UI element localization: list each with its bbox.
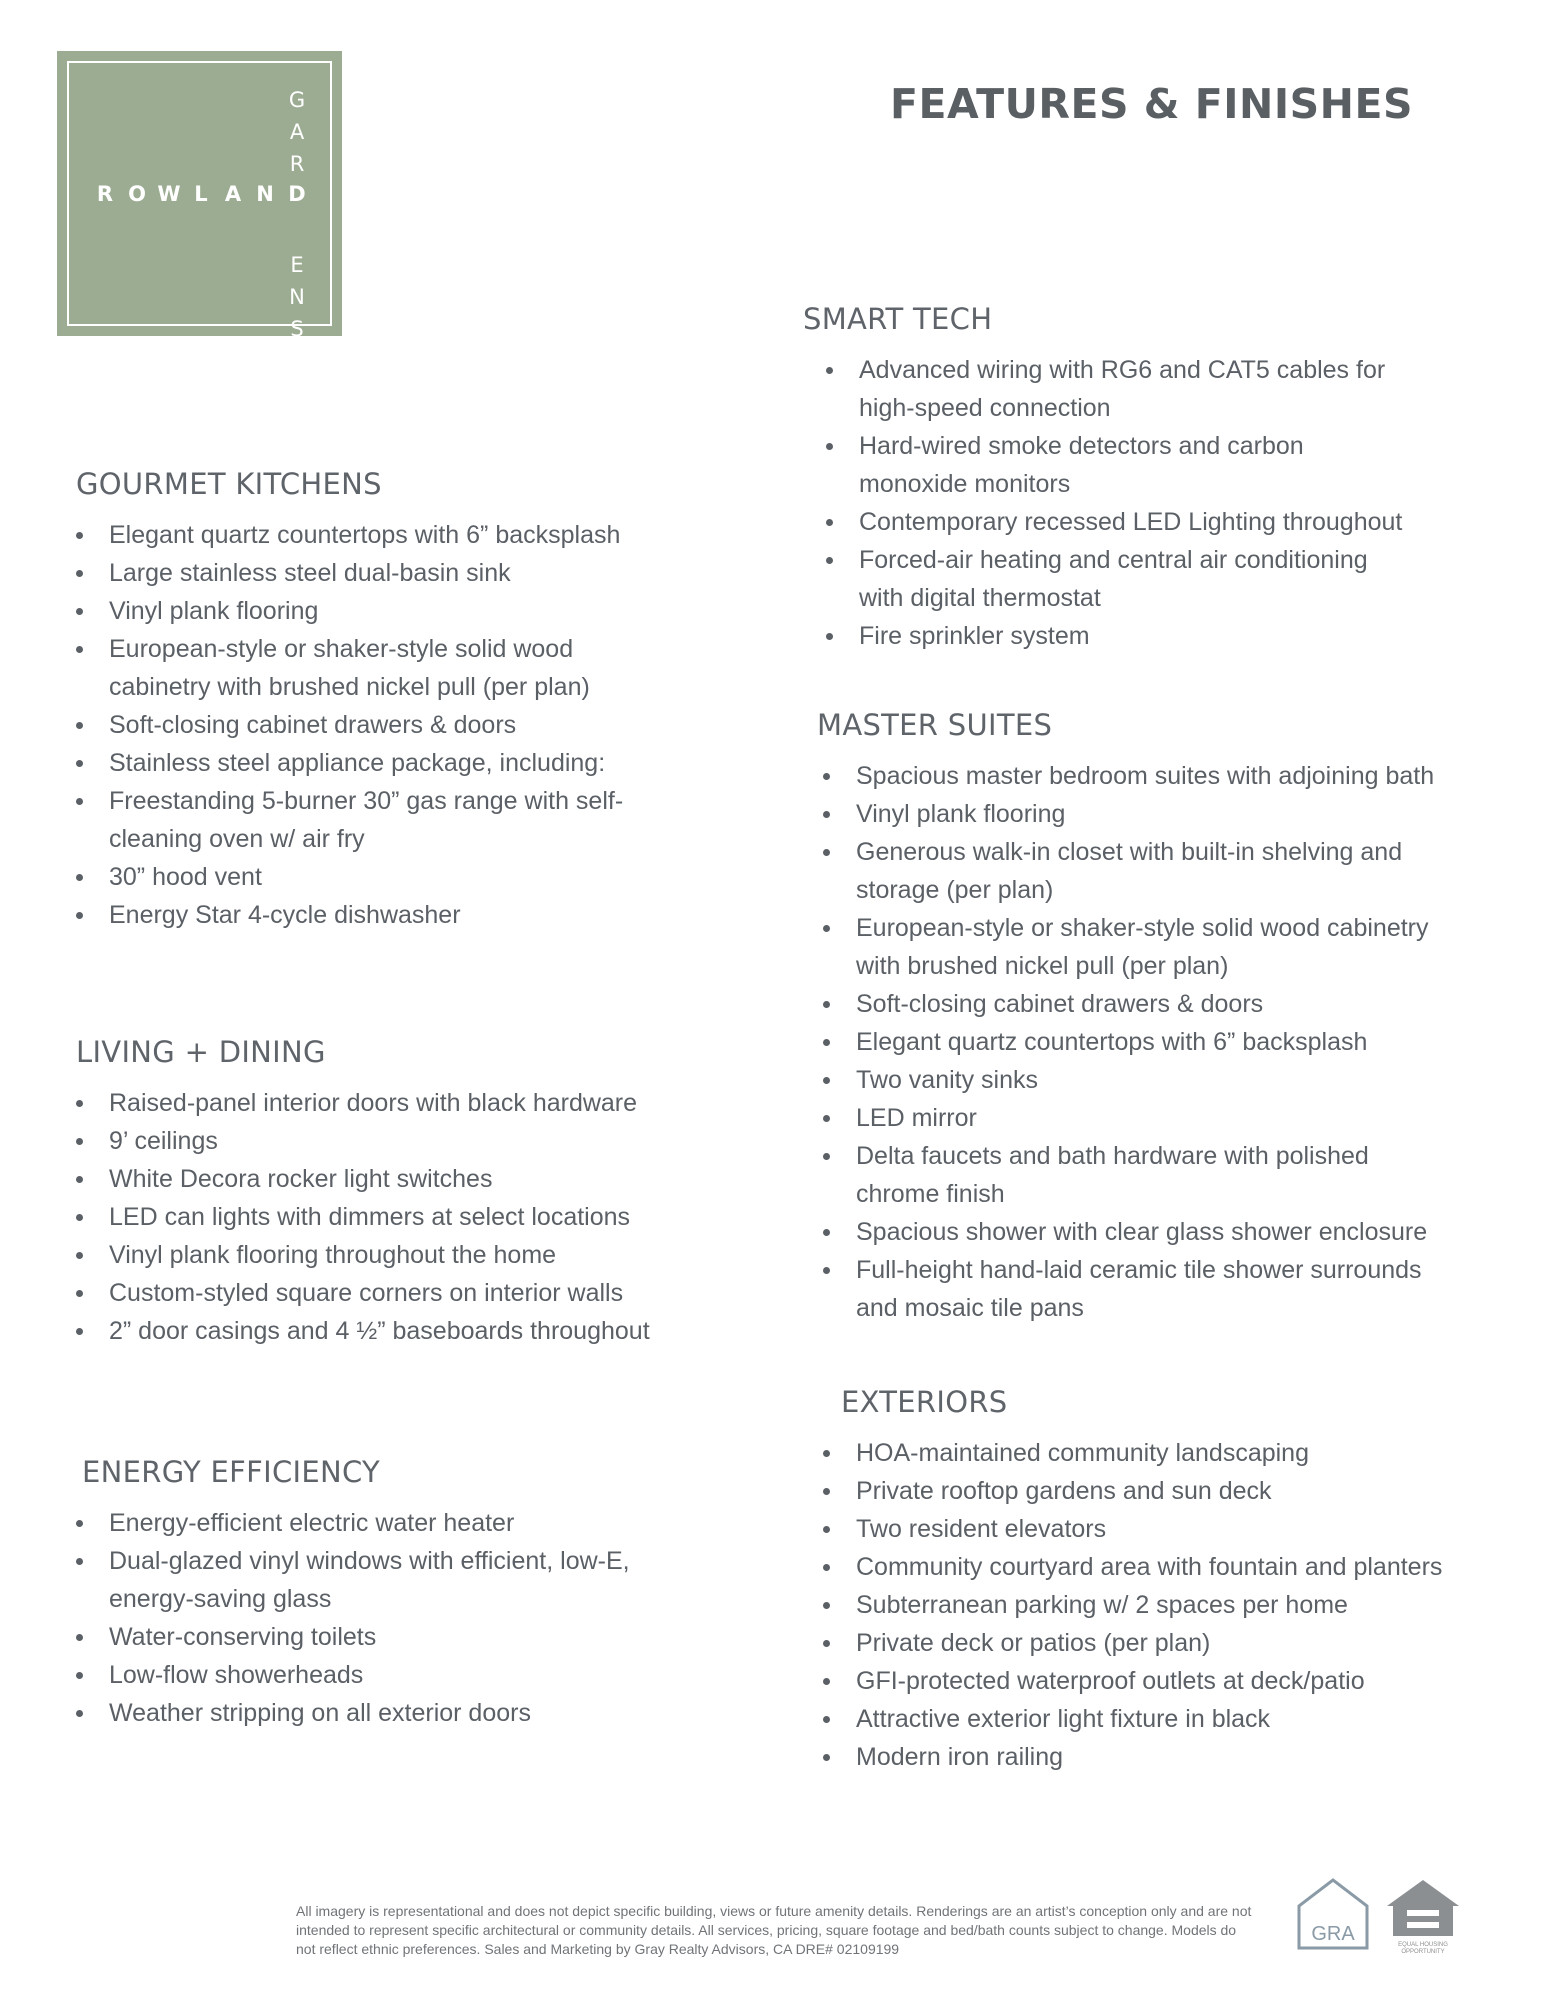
feature-item: Energy-efficient electric water heater <box>76 1504 636 1542</box>
feature-item: Weather stripping on all exterior doors <box>76 1694 636 1732</box>
feature-item: Community courtyard area with fountain and planters <box>823 1548 1463 1586</box>
feature-item: Forced-air heating and central air conditioning with digital thermostat <box>826 541 1403 617</box>
feature-item: Stainless steel appliance package, including: <box>76 744 646 782</box>
feature-item: Elegant quartz countertops with 6” backsplash <box>823 1023 1437 1061</box>
feature-list <box>823 757 1437 1327</box>
feature-item: Large stainless steel dual-basin sink <box>76 554 646 592</box>
feature-item: Soft-closing cabinet drawers & doors <box>76 706 646 744</box>
feature-item: Dual-glazed vinyl windows with efficient, low-E, energy-saving glass <box>76 1542 636 1618</box>
feature-item: Spacious shower with clear glass shower enclosure <box>823 1213 1437 1251</box>
feature-item: Private deck or patios (per plan) <box>823 1624 1463 1662</box>
feature-item: 9’ ceilings <box>76 1122 676 1160</box>
feature-item: Private rooftop gardens and sun deck <box>823 1472 1463 1510</box>
section-title: SMART TECH <box>803 302 993 336</box>
gra-logo-icon <box>1295 1876 1371 1952</box>
feature-item: Freestanding 5-burner 30” gas range with self-cleaning oven w/ air fry <box>76 782 646 858</box>
feature-list <box>826 351 1403 655</box>
logo-horizontal-word: R O W L A N D <box>96 182 306 206</box>
feature-item: HOA-maintained community landscaping <box>823 1434 1463 1472</box>
feature-item: Water-conserving toilets <box>76 1618 636 1656</box>
section-energy-efficiency <box>76 1455 636 1732</box>
feature-item: White Decora rocker light switches <box>76 1160 676 1198</box>
feature-item: 30” hood vent <box>76 858 646 896</box>
feature-item: Energy Star 4-cycle dishwasher <box>76 896 646 934</box>
feature-item: Raised-panel interior doors with black hardware <box>76 1084 676 1122</box>
feature-item: Vinyl plank flooring throughout the home <box>76 1236 676 1274</box>
feature-list <box>823 1434 1463 1776</box>
feature-item: Fire sprinkler system <box>826 617 1403 655</box>
eho-line2: OPPORTUNITY <box>1401 1949 1445 1955</box>
feature-item: Attractive exterior light fixture in black <box>823 1700 1463 1738</box>
rowland-gardens-logo <box>57 51 342 341</box>
feature-item: Advanced wiring with RG6 and CAT5 cables for high-speed connection <box>826 351 1403 427</box>
feature-item: Vinyl plank flooring <box>76 592 646 630</box>
feature-item: GFI-protected waterproof outlets at deck/patio <box>823 1662 1463 1700</box>
equal-housing-opportunity-icon <box>1383 1876 1463 1956</box>
section-smart-tech <box>803 302 1403 655</box>
logo-vertical-bottom: E N S <box>289 253 305 341</box>
feature-item: European-style or shaker-style solid wood cabinetry with brushed nickel pull (per plan) <box>823 909 1437 985</box>
feature-item: Soft-closing cabinet drawers & doors <box>823 985 1437 1023</box>
logo-vertical-top: G A R <box>288 88 306 176</box>
gra-logo-text: GRA <box>1311 1923 1355 1945</box>
legal-disclaimer: All imagery is representational and does not depict specific building, views or future amenity details. Renderings are an artist’s conception only and are not intended to represent specific architectural or community details. All services, pricing, square footage and bed/bath counts subject to change. Models do not reflect ethnic preferences. Sales and Marketing by Gray Realty Advisors, CA DRE# 02109199 <box>296 1903 1252 1957</box>
feature-item: Contemporary recessed LED Lighting throughout <box>826 503 1403 541</box>
feature-item: LED mirror <box>823 1099 1437 1137</box>
section-living-dining <box>76 1035 676 1350</box>
section-gourmet-kitchens <box>76 467 646 934</box>
feature-item: 2” door casings and 4 ½” baseboards throughout <box>76 1312 676 1350</box>
feature-item: Elegant quartz countertops with 6” backsplash <box>76 516 646 554</box>
feature-item: Custom-styled square corners on interior walls <box>76 1274 676 1312</box>
feature-item: European-style or shaker-style solid wood cabinetry with brushed nickel pull (per plan) <box>76 630 646 706</box>
feature-item: Generous walk-in closet with built-in shelving and storage (per plan) <box>823 833 1437 909</box>
section-title: GOURMET KITCHENS <box>76 467 382 501</box>
feature-item: Spacious master bedroom suites with adjoining bath <box>823 757 1437 795</box>
feature-item: Delta faucets and bath hardware with polished chrome finish <box>823 1137 1437 1213</box>
feature-list <box>76 1084 676 1350</box>
section-title: LIVING + DINING <box>76 1035 326 1069</box>
feature-item: Vinyl plank flooring <box>823 795 1437 833</box>
section-master-suites <box>817 708 1437 1327</box>
feature-list <box>76 516 646 934</box>
section-title: ENERGY EFFICIENCY <box>82 1455 381 1489</box>
feature-item: Low-flow showerheads <box>76 1656 636 1694</box>
feature-item: Subterranean parking w/ 2 spaces per home <box>823 1586 1463 1624</box>
feature-item: Two vanity sinks <box>823 1061 1437 1099</box>
feature-item: Modern iron railing <box>823 1738 1463 1776</box>
section-exteriors <box>823 1385 1463 1776</box>
section-title: MASTER SUITES <box>817 708 1053 742</box>
feature-list <box>76 1504 636 1732</box>
page-title: FEATURES & FINISHES <box>890 80 1413 128</box>
eho-line1: EQUAL HOUSING <box>1398 1942 1448 1948</box>
feature-item: Two resident elevators <box>823 1510 1463 1548</box>
feature-item: LED can lights with dimmers at select locations <box>76 1198 676 1236</box>
feature-item: Full-height hand-laid ceramic tile shower surrounds and mosaic tile pans <box>823 1251 1437 1327</box>
feature-item: Hard-wired smoke detectors and carbon monoxide monitors <box>826 427 1403 503</box>
section-title: EXTERIORS <box>841 1385 1008 1419</box>
